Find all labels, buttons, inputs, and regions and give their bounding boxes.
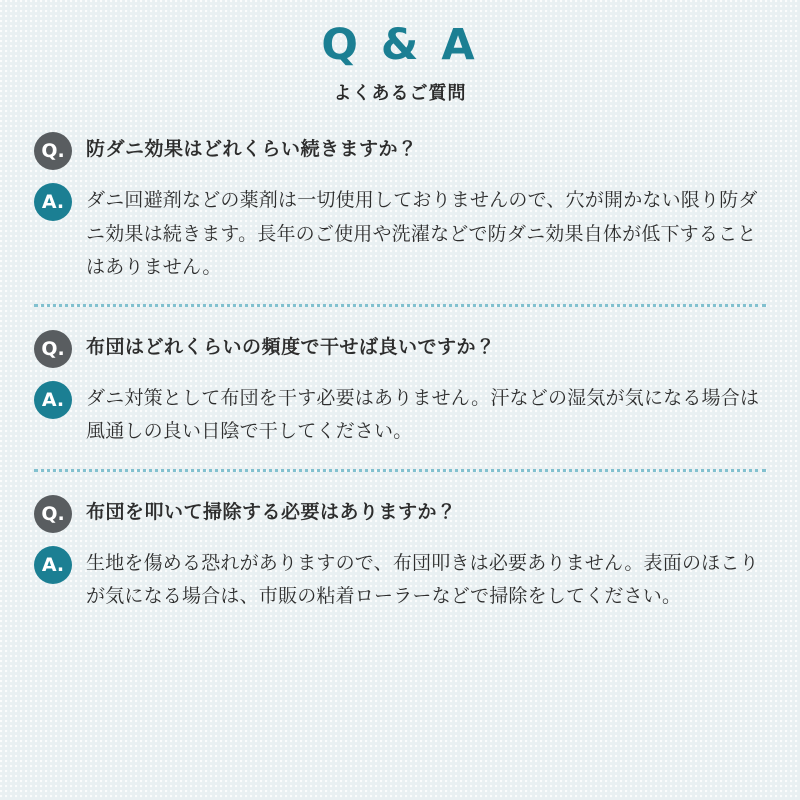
faq-question-text: 布団を叩いて掃除する必要はありますか？ [86, 501, 457, 523]
faq-question-row [34, 494, 766, 533]
section-divider [34, 469, 766, 472]
faq-answer-text: 生地を傷める恐れがありますので、布団叩きは必要ありません。表面のほこりが気になる場合は、市販の粘着ローラーなどで掃除をしてください。 [86, 552, 759, 607]
faq-item [34, 490, 766, 620]
answer-badge: A. [34, 546, 72, 584]
faq-answer-row [34, 182, 766, 284]
faq-question-row [34, 329, 766, 368]
page-header [34, 22, 766, 105]
faq-answer-row [34, 545, 766, 614]
faq-question-row [34, 131, 766, 170]
question-badge: Q. [34, 330, 72, 368]
faq-answer-text: ダニ回避剤などの薬剤は一切使用しておりませんので、穴が開かない限り防ダニ効果は続きます。長年のご使用や洗濯などで防ダニ効果自体が低下することはありません。 [86, 190, 758, 278]
page-title: Q & A [321, 20, 479, 70]
faq-answer-text: ダニ対策として布団を干す必要はありません。汗などの湿気が気になる場合は風通しの良い日陰で干してください。 [86, 388, 760, 443]
question-badge: Q. [34, 495, 72, 533]
page-subtitle: よくあるご質問 [333, 83, 467, 104]
faq-answer-row [34, 380, 766, 449]
answer-badge: A. [34, 183, 72, 221]
faq-item [34, 325, 766, 455]
faq-question-text: 防ダニ効果はどれくらい続きますか？ [86, 139, 418, 161]
question-badge: Q. [34, 132, 72, 170]
faq-question-text: 布団はどれくらいの頻度で干せば良いですか？ [86, 337, 496, 359]
faq-item [34, 127, 766, 290]
answer-badge: A. [34, 381, 72, 419]
section-divider [34, 304, 766, 307]
